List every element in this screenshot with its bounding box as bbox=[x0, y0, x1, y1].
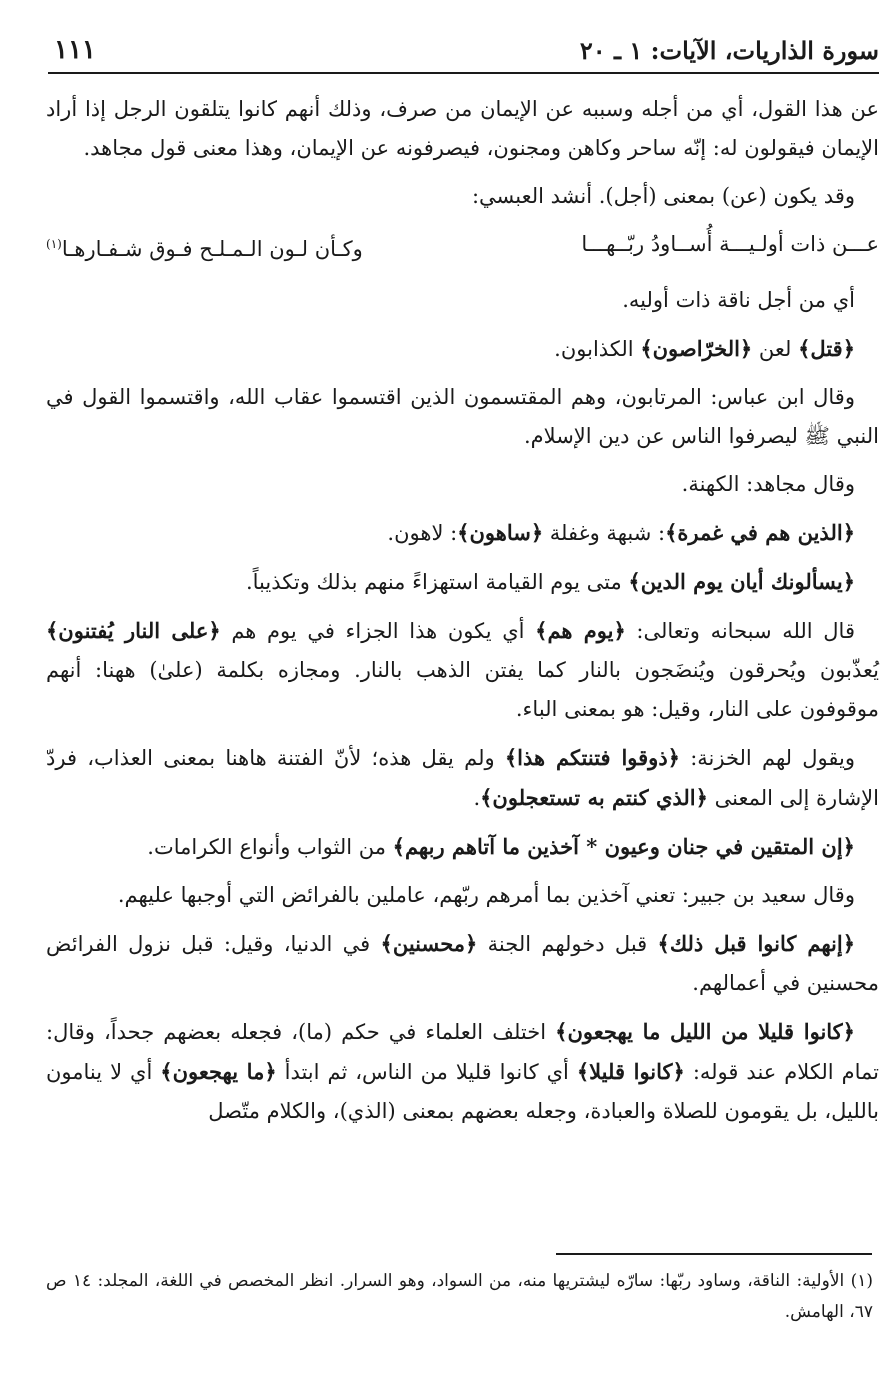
quran-quote: ﴿ذوقوا فتنتكم هذا﴾ bbox=[504, 745, 680, 770]
paragraph: قال الله سبحانه وتعالى: ﴿يوم هم﴾ أي يكون هذا الجزاء في يوم هم ﴿على النار يُفتنون﴾ يُعذّبون ويُحرقون ويُنضَجون بالنار كما يفتن الذهب بالنار. ومجازه بكلمة (علىٰ) ههنا: أنهم موقوفون على النار، وقيل: هو بمعنى الباء. bbox=[46, 618, 879, 721]
paragraph: عن هذا القول، أي من أجله وسببه عن الإيمان من صرف، وذلك أنهم كانوا يتلقون الرجل إذا أراد الإيمان فيقولون له: إنّه ساحر وكاهن ومجنون، فيصرفونه عن الإيمان، وهذا معنى قول مجاهد. bbox=[46, 97, 879, 160]
page-body bbox=[46, 90, 879, 1140]
quran-quote: ﴿يسألونك أيان يوم الدين﴾ bbox=[628, 569, 855, 594]
quran-quote: ﴿محسنين﴾ bbox=[380, 931, 478, 956]
quran-quote: ﴿ساهون﴾ bbox=[457, 520, 544, 545]
footnote-text: الأولية: الناقة، وساود ربّها: سارّه ليشتريها منه، من السواد، وهو السرار. انظر المخصص في اللغة، المجلد: ١٤ ص ٦٧، الهامش. bbox=[46, 1271, 873, 1322]
quran-quote: ﴿الذين هم في غمرة﴾ bbox=[665, 520, 855, 545]
page-header bbox=[48, 28, 879, 74]
quran-quote: ﴿إن المتقين في جنان وعيون * آخذين ما آتاهم ربهم﴾ bbox=[392, 834, 855, 859]
quran-quote: ﴿كانوا قليلا من الليل ما يهجعون﴾ bbox=[555, 1019, 855, 1044]
quran-quote: ﴿الخرّاصون﴾ bbox=[640, 336, 753, 361]
quran-quote: ﴿إنهم كانوا قبل ذلك﴾ bbox=[657, 931, 855, 956]
paragraph: ﴿قتل﴾ لعن ﴿الخرّاصون﴾ الكذابون. bbox=[554, 336, 855, 361]
page-number: ١١١ bbox=[54, 35, 96, 65]
verse-second-hemistich: وكـأن لـون الـمـلـح فـوق شـفـارهـا$^{(١)}$ bbox=[46, 237, 363, 261]
quran-quote: ﴿على النار يُفتنون﴾ bbox=[46, 618, 221, 643]
paragraph: أي من أجل ناقة ذات أوليه. bbox=[622, 288, 855, 312]
paragraph: وقال سعيد بن جبير: تعني آخذين بما أمرهم ربّهم، عاملين بالفرائض التي أوجبها عليهم. bbox=[117, 883, 855, 907]
footnote-separator bbox=[556, 1253, 872, 1255]
paragraph: ﴿كانوا قليلا من الليل ما يهجعون﴾ اختلف العلماء في حكم (ما)، فجعله بعضهم جحداً، وقال: تمام الكلام عند قوله: ﴿كانوا قليلا﴾ أي كانوا قليلا من الناس، ثم ابتدأ ﴿ما يهجعون﴾ أي لا ينامون بالليل، بل يقومون للصلاة والعبادة، وجعله بعضهم بمعنى (الذي)، والكلام متّصل bbox=[46, 1019, 880, 1123]
paragraph: وقد يكون (عن) بمعنى (أجل). أنشد العبسي: bbox=[471, 184, 855, 208]
poetry-verse bbox=[46, 225, 879, 269]
verse-first-hemistich: عـــن ذات أولـيـــة أُســاودُ ربّــهـــا bbox=[581, 232, 879, 256]
paragraph: ﴿يسألونك أيان يوم الدين﴾ متى يوم القيامة استهزاءً منهم بذلك وتكذيباً. bbox=[245, 569, 855, 594]
paragraph: ﴿الذين هم في غمرة﴾: شبهة وغفلة ﴿ساهون﴾: لاهون. bbox=[387, 520, 855, 545]
quran-quote: ﴿قتل﴾ bbox=[798, 336, 855, 361]
running-title: سورة الذاريات، الآيات: ١ ـ ٢٠ bbox=[579, 35, 879, 65]
paragraph: وقال مجاهد: الكهنة. bbox=[681, 472, 855, 496]
paragraph: وقال ابن عباس: المرتابون، وهم المقتسمون الذين اقتسموا عقاب الله، واقتسموا القول في النبي ﷺ ليصرفوا الناس عن دين الإسلام. bbox=[46, 385, 879, 448]
footnote-number: (١) bbox=[850, 1271, 873, 1291]
paragraph: ويقول لهم الخزنة: ﴿ذوقوا فتنتكم هذا﴾ ولم يقل هذه؛ لأنّ الفتنة هاهنا بمعنى العذاب، فردّ الإشارة إلى المعنى ﴿الذي كنتم به تستعجلون﴾. bbox=[46, 745, 879, 810]
footnote bbox=[46, 1266, 873, 1328]
paragraph: ﴿إن المتقين في جنان وعيون * آخذين ما آتاهم ربهم﴾ من الثواب وأنواع الكرامات. bbox=[147, 834, 855, 859]
quran-quote: ﴿الذي كنتم به تستعجلون﴾ bbox=[480, 785, 708, 810]
quran-quote: ﴿يوم هم﴾ bbox=[535, 618, 626, 643]
paragraph: ﴿إنهم كانوا قبل ذلك﴾ قبل دخولهم الجنة ﴿محسنين﴾ في الدنيا، وقيل: قبل نزول الفرائض محسنين في أعمالهم. bbox=[46, 931, 879, 995]
quran-quote: ﴿كانوا قليلا﴾ bbox=[576, 1059, 685, 1084]
quran-quote: ﴿ما يهجعون﴾ bbox=[160, 1059, 277, 1084]
footnote-marker: (١) bbox=[46, 237, 62, 251]
